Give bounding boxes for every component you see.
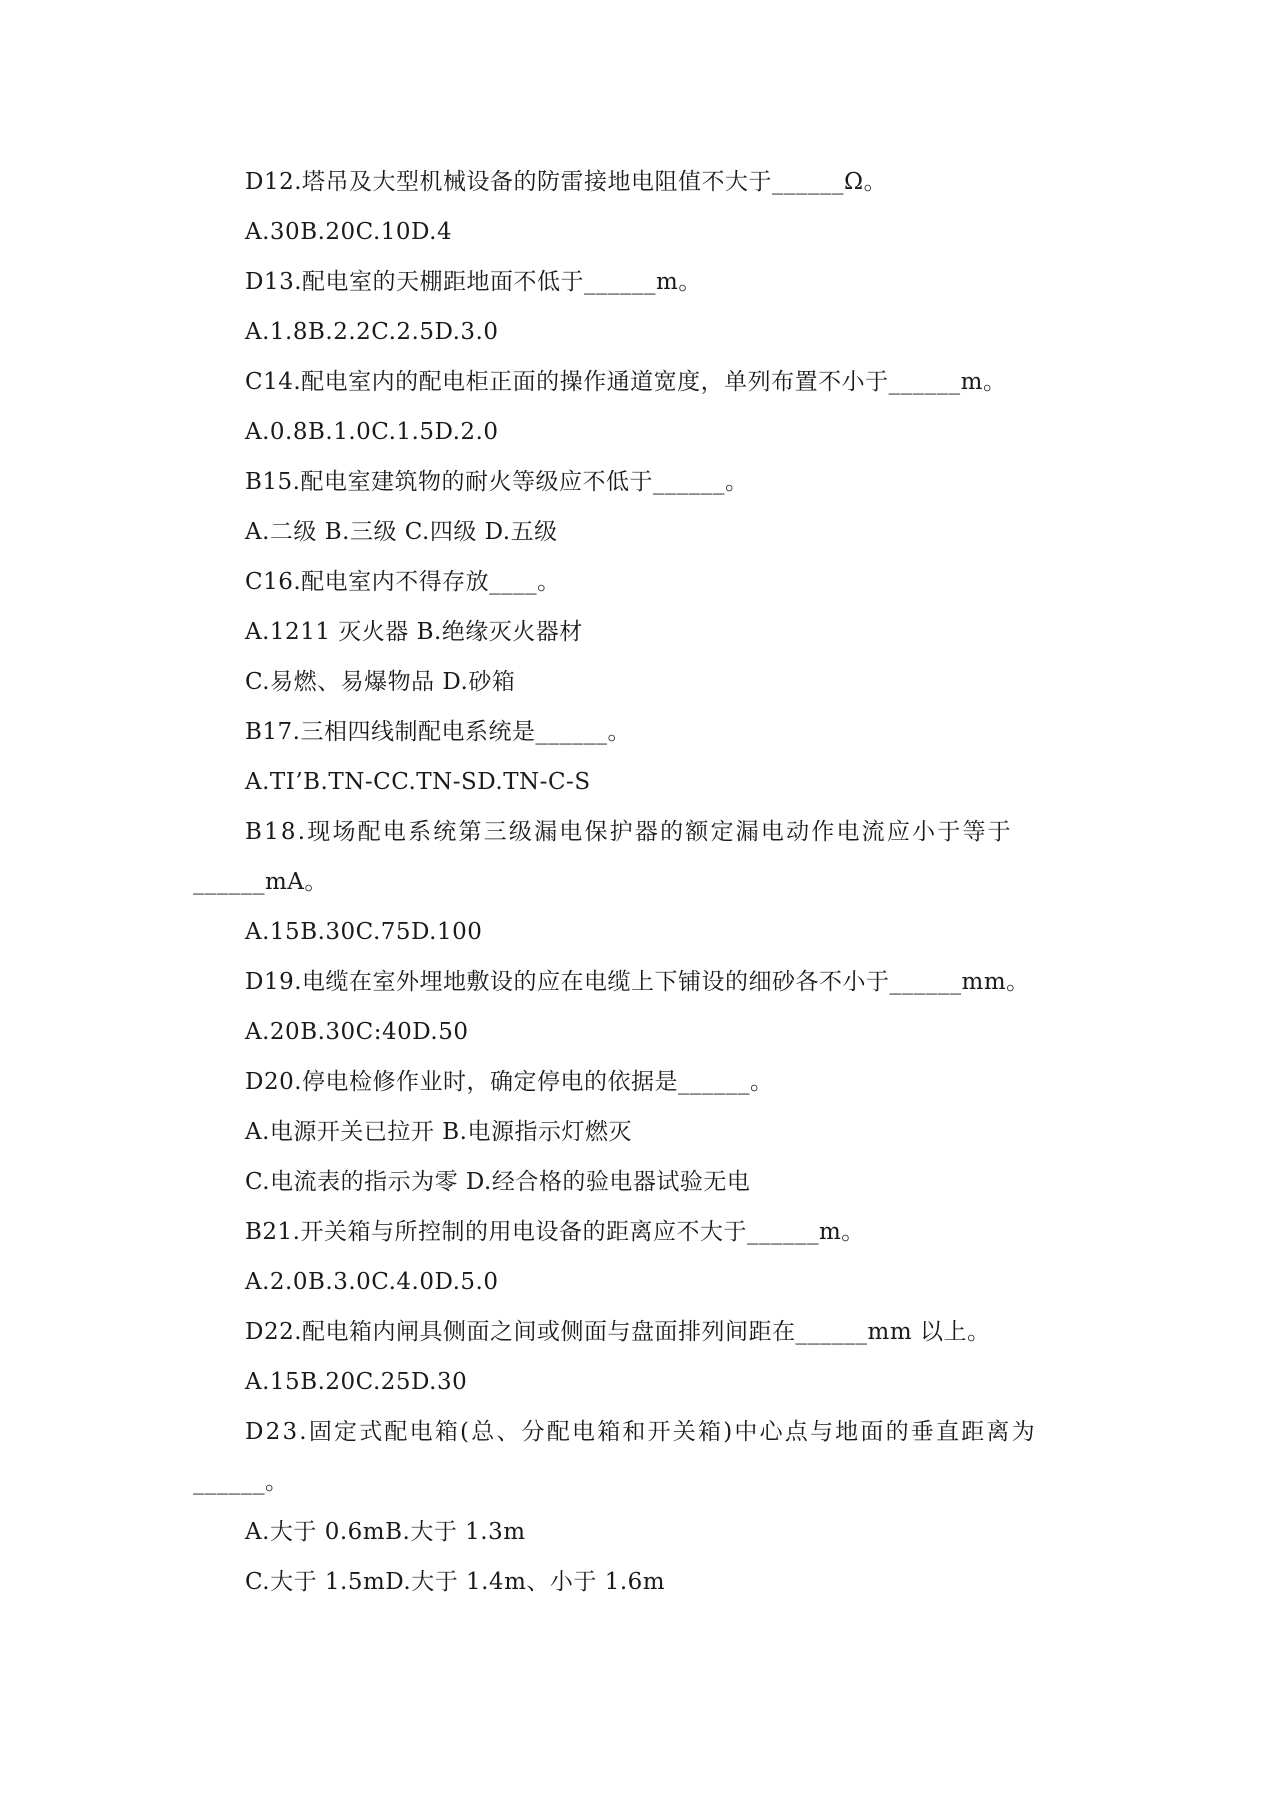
question-d20: D20.停电检修作业时，确定停电的依据是______。 xyxy=(245,1069,774,1095)
options-b18: A.15B.30C.75D.100 xyxy=(245,919,483,945)
options-b21: A.2.0B.3.0C.4.0D.5.0 xyxy=(245,1269,499,1295)
question-d23-continued: ______。 xyxy=(193,1469,289,1495)
options-d23-ab: A.大于 0.6mB.大于 1.3m xyxy=(245,1519,526,1545)
question-d13: D13.配电室的天棚距地面不低于______m。 xyxy=(245,269,702,295)
question-d12: D12.塔吊及大型机械设备的防雷接地电阻值不大于______Ω。 xyxy=(245,169,888,195)
options-d22: A.15B.20C.25D.30 xyxy=(245,1369,468,1395)
options-b15: A.二级 B.三级 C.四级 D.五级 xyxy=(245,519,558,545)
options-c14: A.0.8B.1.0C.1.5D.2.0 xyxy=(245,419,499,445)
options-d20-ab: A.电源开关已拉开 B.电源指示灯燃灭 xyxy=(245,1119,632,1145)
options-d23-cd: C.大于 1.5mD.大于 1.4m、小于 1.6m xyxy=(245,1569,666,1595)
question-b18: B18.现场配电系统第三级漏电保护器的额定漏电动作电流应小于等于 xyxy=(245,819,1013,845)
options-c16-cd: C.易燃、易爆物品 D.砂箱 xyxy=(245,669,516,695)
options-c16-ab: A.1211 灭火器 B.绝缘灭火器材 xyxy=(245,619,583,645)
options-b17: A.TI’B.TN-CC.TN-SD.TN-C-S xyxy=(245,769,591,795)
question-c16: C16.配电室内不得存放____。 xyxy=(245,569,561,595)
question-d23: D23.固定式配电箱(总、分配电箱和开关箱)中心点与地面的垂直距离为 xyxy=(245,1419,1037,1445)
question-b17: B17.三相四线制配电系统是______。 xyxy=(245,719,631,745)
question-c14: C14.配电室内的配电柜正面的操作通道宽度，单列布置不小于______m。 xyxy=(245,369,1007,395)
options-d20-cd: C.电流表的指示为零 D.经合格的验电器试验无电 xyxy=(245,1169,751,1195)
question-d19: D19.电缆在室外埋地敷设的应在电缆上下铺设的细砂各不小于______mm。 xyxy=(245,969,1030,995)
question-b18-continued: ______mA。 xyxy=(193,869,328,895)
question-d22: D22.配电箱内闸具侧面之间或侧面与盘面排列间距在______mm 以上。 xyxy=(245,1319,991,1345)
options-d13: A.1.8B.2.2C.2.5D.3.0 xyxy=(245,319,499,345)
question-b21: B21.开关箱与所控制的用电设备的距离应不大于______m。 xyxy=(245,1219,865,1245)
question-b15: B15.配电室建筑物的耐火等级应不低于______。 xyxy=(245,469,749,495)
options-d12: A.30B.20C.10D.4 xyxy=(245,219,453,245)
options-d19: A.20B.30C:40D.50 xyxy=(245,1019,469,1045)
